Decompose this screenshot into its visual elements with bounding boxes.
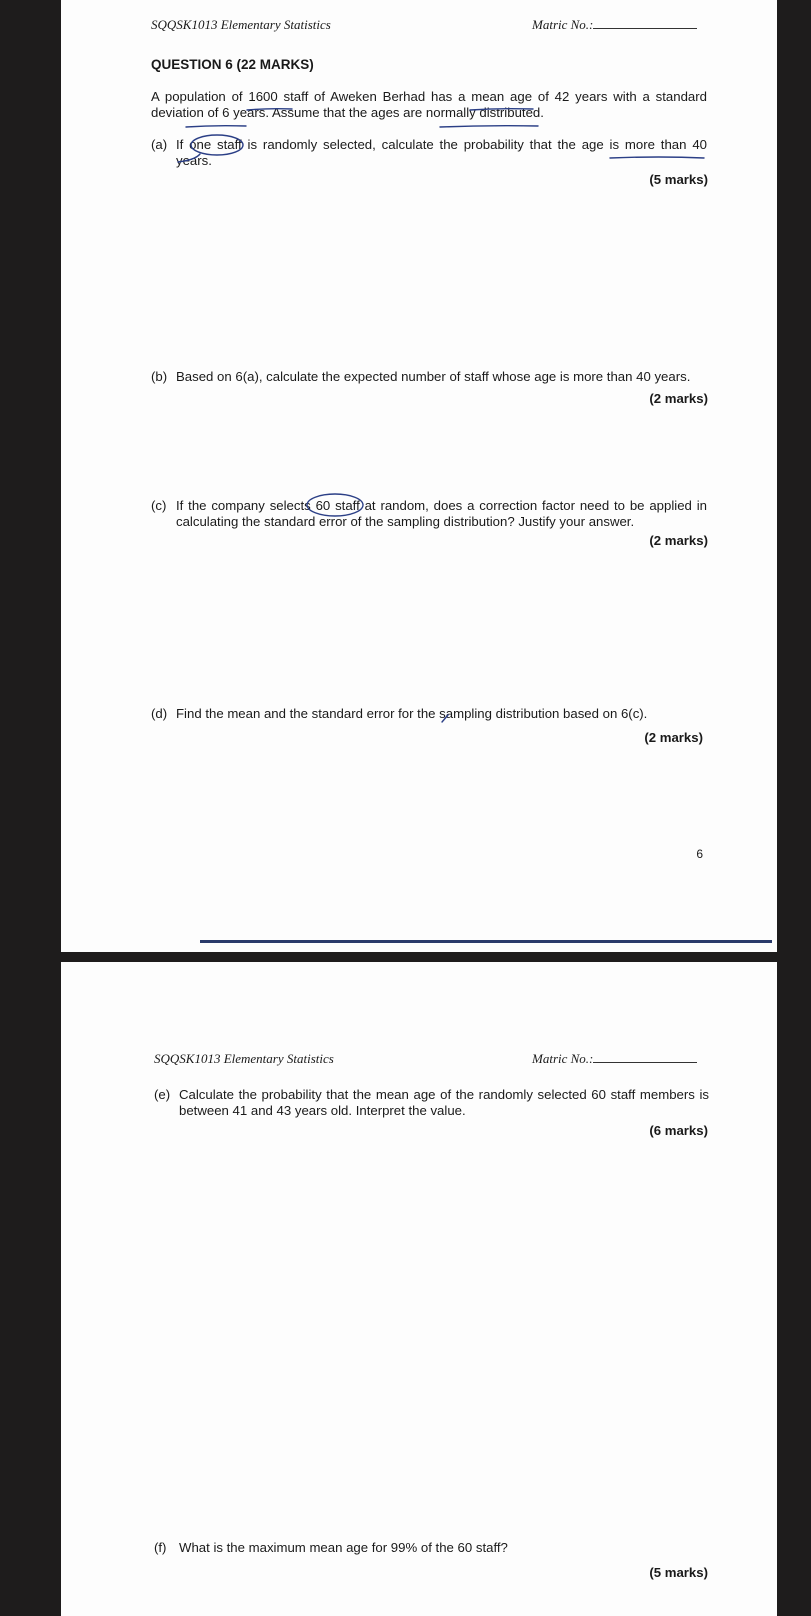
part-e xyxy=(154,1087,709,1119)
part-text: Based on 6(a), calculate the expected number of staff whose age is more than 40 years. xyxy=(176,369,691,384)
part-text: If the company selects 60 staff at random, does a correction factor need to be applied in calculating the standard error of the sampling distribution? Justify your answer. xyxy=(176,498,707,529)
part-b-marks: (2 marks) xyxy=(649,391,708,406)
part-text: What is the maximum mean age for 99% of the 60 staff? xyxy=(179,1540,508,1555)
part-a-marks: (5 marks) xyxy=(649,172,708,187)
question-title: QUESTION 6 (22 MARKS) xyxy=(151,57,314,72)
part-c-marks: (2 marks) xyxy=(649,533,708,548)
matric-blank xyxy=(593,1052,697,1063)
part-label: (a) xyxy=(151,137,168,152)
part-e-marks: (6 marks) xyxy=(649,1123,708,1138)
part-d-marks: (2 marks) xyxy=(644,730,703,745)
part-c xyxy=(151,498,707,530)
question-intro: A population of 1600 staff of Aweken Berhad has a mean age of 42 years with a standard deviation of 6 years. Assume that the ages are normally distributed. xyxy=(151,89,707,120)
part-label: (c) xyxy=(151,498,167,513)
part-label: (b) xyxy=(151,369,168,384)
matric-label xyxy=(532,1051,697,1067)
matric-blank xyxy=(593,18,697,29)
part-text: Find the mean and the standard error for the sampling distribution based on 6(c). xyxy=(176,706,648,721)
page-number: 6 xyxy=(696,847,703,861)
part-text: Calculate the probability that the mean age of the randomly selected 60 staff members is between 41 and 43 years old. Interpret the value. xyxy=(179,1087,709,1118)
part-f-marks: (5 marks) xyxy=(649,1565,708,1580)
part-label: (e) xyxy=(154,1087,171,1102)
part-f xyxy=(154,1540,709,1556)
exam-page-1 xyxy=(61,0,777,952)
part-text: If one staff is randomly selected, calculate the probability that the age is more than 40 years. xyxy=(176,137,707,168)
matric-label-text: Matric No.: xyxy=(532,1051,594,1066)
page-divider xyxy=(200,940,772,943)
exam-page-2 xyxy=(61,962,777,1616)
matric-label xyxy=(532,17,697,33)
part-a xyxy=(151,137,707,169)
part-label: (f) xyxy=(154,1540,167,1555)
matric-label-text: Matric No.: xyxy=(532,17,594,32)
part-d xyxy=(151,706,707,722)
part-label: (d) xyxy=(151,706,168,721)
course-header: SQQSK1013 Elementary Statistics xyxy=(151,17,331,32)
course-header: SQQSK1013 Elementary Statistics xyxy=(154,1051,334,1066)
part-b xyxy=(151,369,707,385)
